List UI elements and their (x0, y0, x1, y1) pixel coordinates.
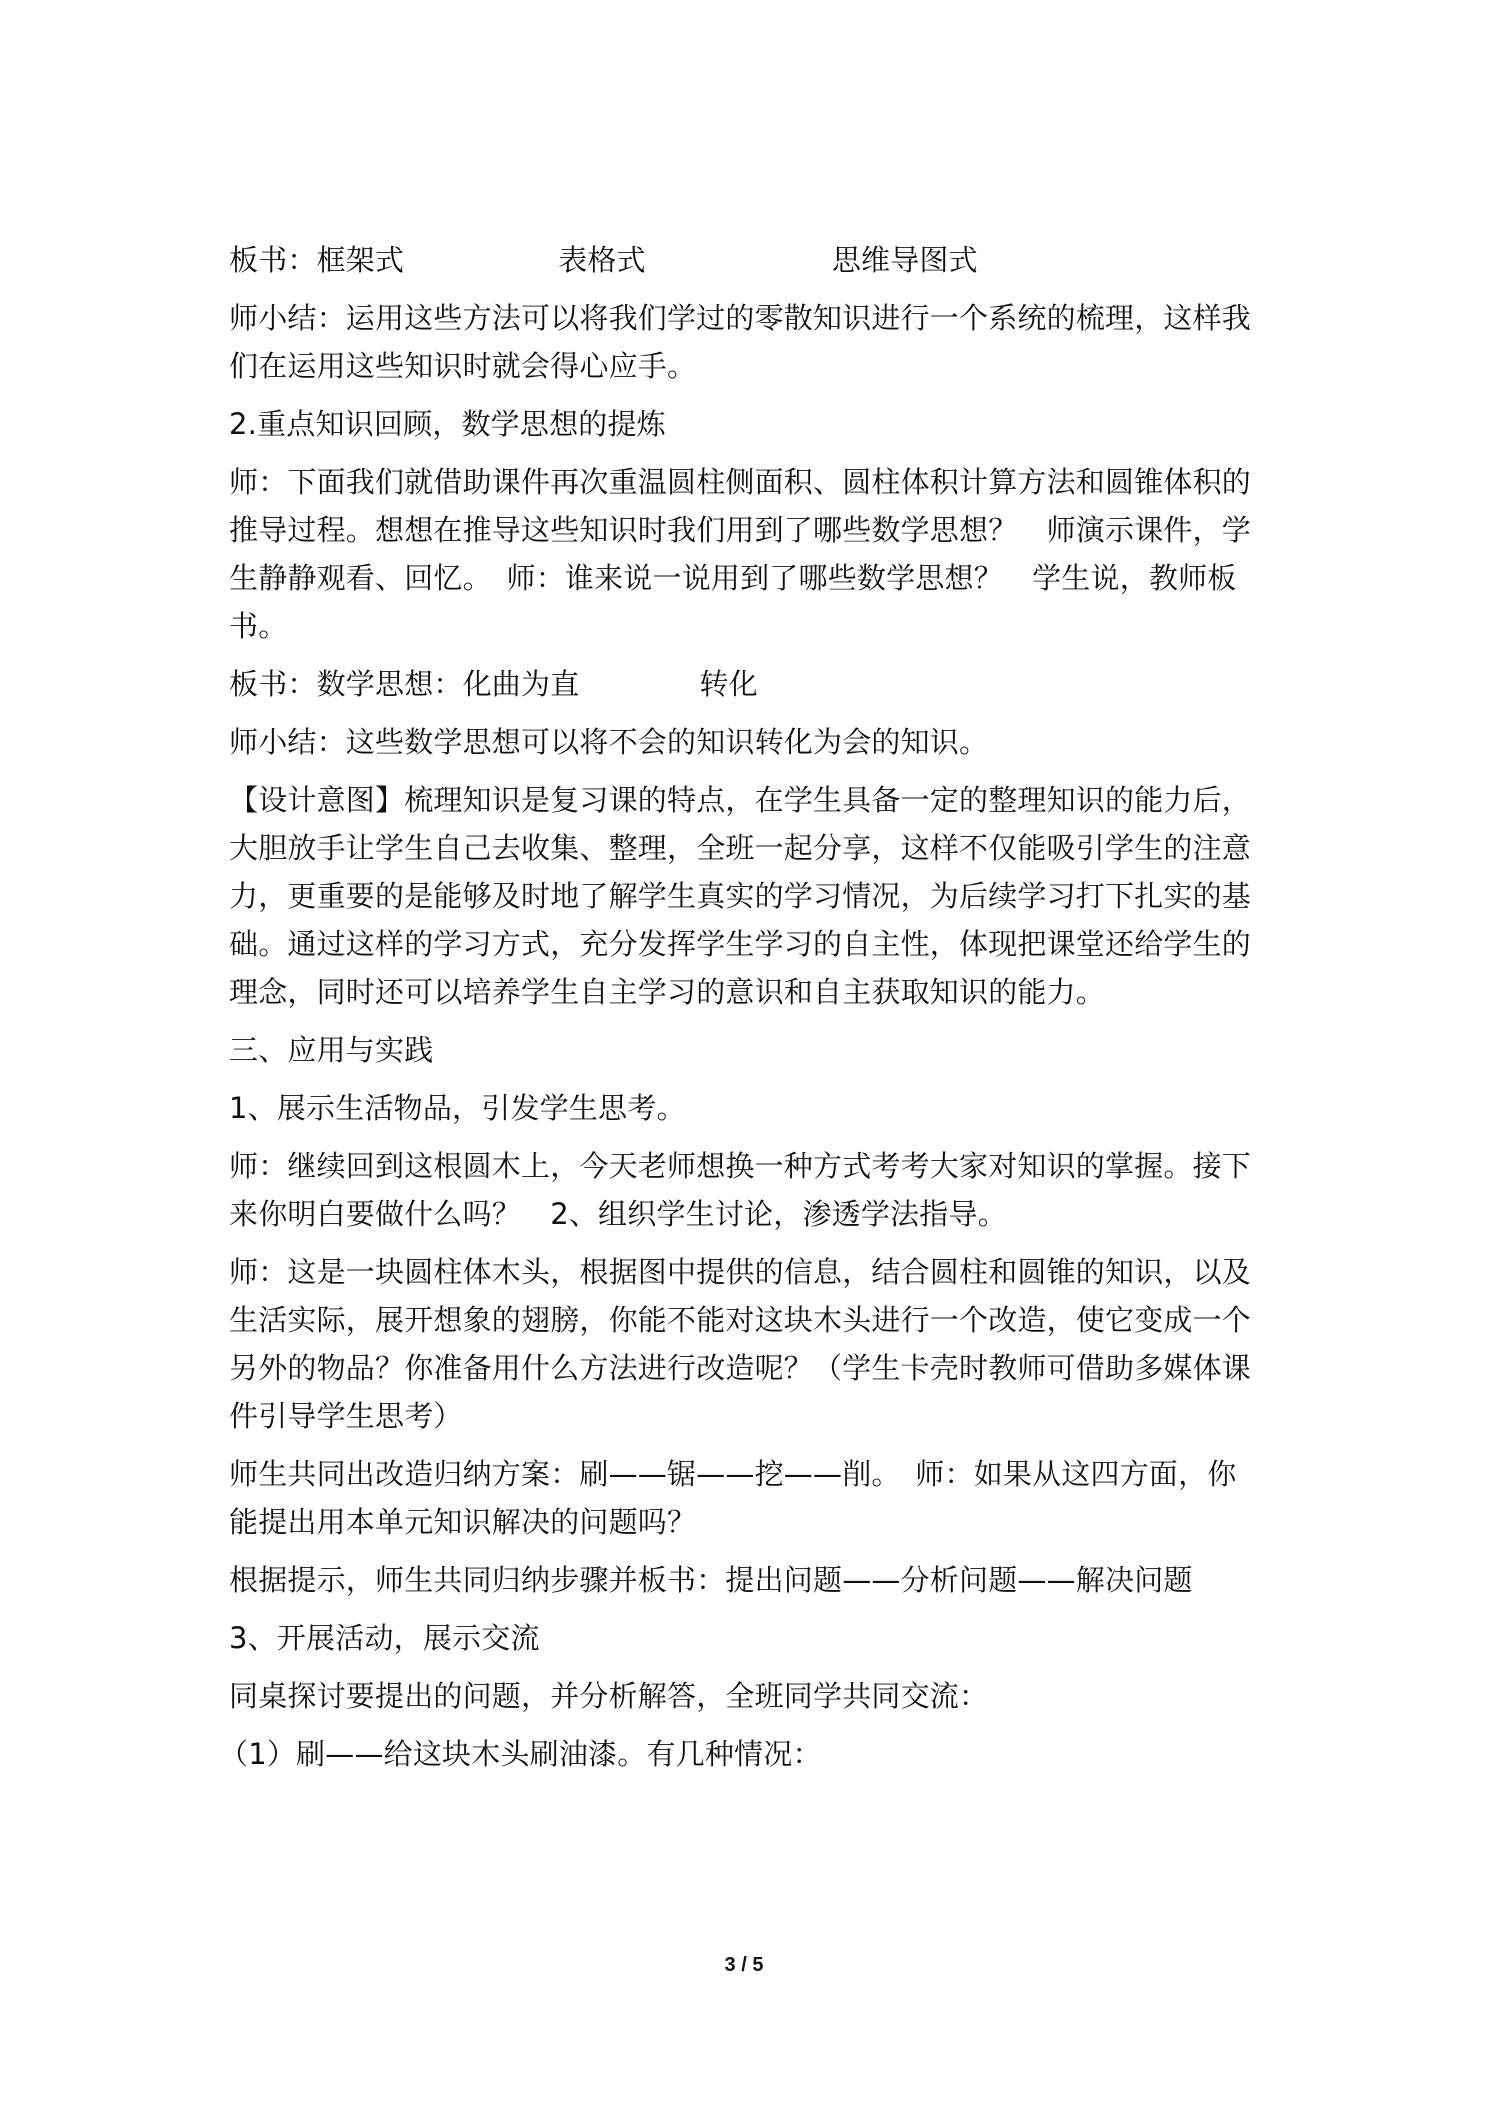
text-line: 师小结：这些数学思想可以将不会的知识转化为会的知识。 (229, 725, 989, 759)
text-line: 生静静观看、回忆。 师：谁来说一说用到了哪些数学思想？ 学生说，教师板 (229, 561, 1237, 595)
text-line: 能提出用本单元知识解决的问题吗？ (229, 1505, 697, 1539)
text-line: 来你明白要做什么吗？ 2、组织学生讨论，渗透学法指导。 (229, 1197, 1007, 1231)
board-item-transform: 转化 (699, 667, 758, 701)
page-number: 3 / 5 (724, 1954, 764, 1976)
step-heading: 1、展示生活物品，引发学生思考。 (229, 1091, 686, 1125)
text-line: 师：下面我们就借助课件再次重温圆柱侧面积、圆柱体积计算方法和圆锥体积的 (229, 465, 1252, 499)
text-line: 师：这是一块圆柱体木头，根据图中提供的信息，结合圆柱和圆锥的知识，以及 (229, 1255, 1252, 1289)
board-item-table: 表格式 (558, 243, 646, 277)
text-line: 师：继续回到这根圆木上，今天老师想换一种方式考考大家对知识的掌握。接下 (229, 1149, 1252, 1183)
text-line: 同桌探讨要提出的问题，并分析解答，全班同学共同交流： (229, 1679, 989, 1713)
design-intent-line: 础。通过这样的学习方式，充分发挥学生学习的自主性，体现把课堂还给学生的 (229, 927, 1252, 961)
board-label: 板书：数学思想：化曲为直 (229, 667, 580, 701)
board-line-2 (229, 660, 1271, 708)
text-line: 书。 (229, 609, 288, 643)
design-intent-line: 【设计意图】梳理知识是复习课的特点，在学生具备一定的整理知识的能力后， (229, 783, 1252, 817)
text-line: 生活实际，展开想象的翅膀，你能不能对这块木头进行一个改造，使它变成一个 (229, 1303, 1252, 1337)
text-line: 件引导学生思考） (229, 1399, 463, 1433)
document-body (219, 236, 1271, 1778)
text-line: 根据提示，师生共同归纳步骤并板书：提出问题——分析问题——解决问题 (229, 1563, 1193, 1597)
text-line: 推导过程。想想在推导这些知识时我们用到了哪些数学思想？ 师演示课件，学 (229, 513, 1252, 547)
text-line: 们在运用这些知识时就会得心应手。 (229, 349, 697, 383)
text-line: 师小结：运用这些方法可以将我们学过的零散知识进行一个系统的梳理，这样我 (229, 301, 1252, 335)
section-heading: 2.重点知识回顾，数学思想的提炼 (229, 407, 666, 441)
design-intent-line: 力，更重要的是能够及时地了解学生真实的学习情况，为后续学习打下扎实的基 (229, 879, 1252, 913)
board-item-mindmap: 思维导图式 (831, 243, 978, 277)
board-label: 板书：框架式 (229, 243, 405, 277)
step-heading: 3、开展活动，展示交流 (229, 1621, 540, 1655)
list-item: （1）刷——给这块木头刷油漆。有几种情况： (219, 1737, 822, 1771)
text-line: 另外的物品？你准备用什么方法进行改造呢？（学生卡壳时教师可借助多媒体课 (229, 1351, 1252, 1385)
section-heading: 三、应用与实践 (229, 1033, 434, 1067)
board-line-1 (229, 236, 1271, 284)
design-intent-line: 理念，同时还可以培养学生自主学习的意识和自主获取知识的能力。 (229, 975, 1106, 1009)
design-intent-line: 大胆放手让学生自己去收集、整理，全班一起分享，这样不仅能吸引学生的注意 (229, 831, 1252, 865)
text-line: 师生共同出改造归纳方案：刷——锯——挖——削。 师：如果从这四方面，你 (229, 1457, 1237, 1491)
